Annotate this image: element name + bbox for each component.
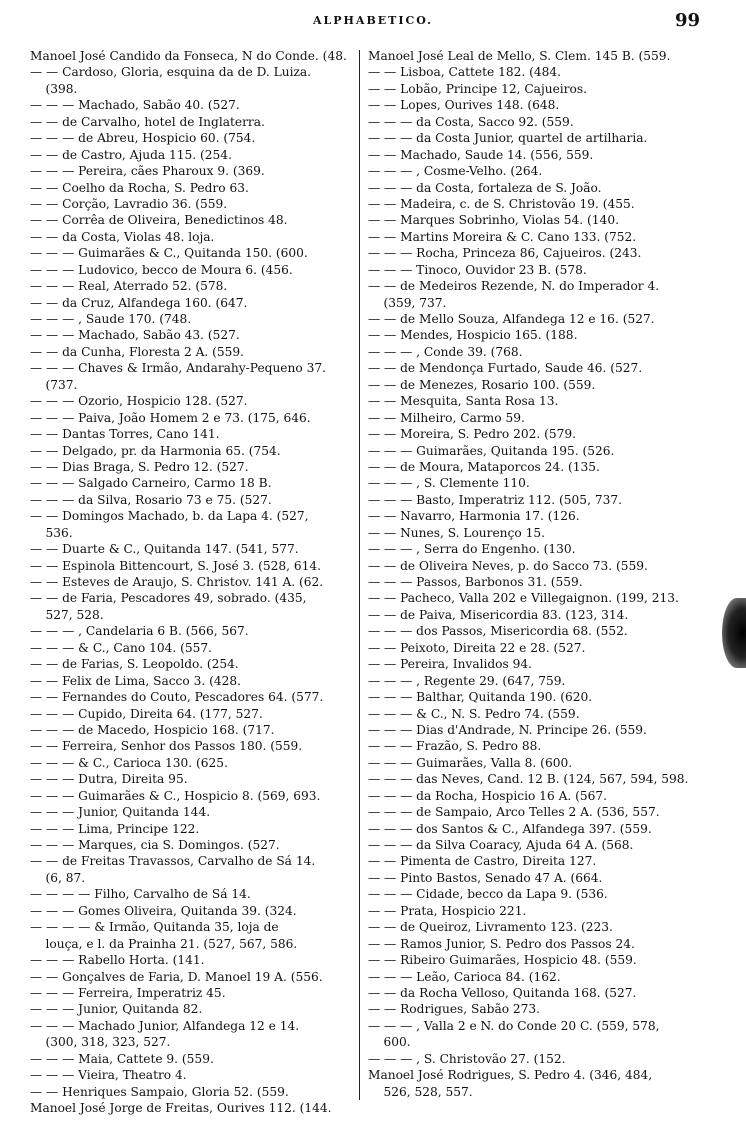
directory-entry-line: 526, 528, 557. bbox=[368, 1084, 473, 1099]
directory-entry-line: — — — Passos, Barbonos 31. (559. bbox=[368, 575, 583, 589]
directory-entry-line: — — da Cruz, Alfandega 160. (647. bbox=[30, 295, 248, 310]
directory-entry-line: — — Pereira, Invalidos 94. bbox=[368, 657, 533, 672]
directory-entry-line: — — Nunes, S. Lourenço 15. bbox=[368, 525, 545, 540]
directory-entry-line: — — Milheiro, Carmo 59. bbox=[368, 410, 525, 425]
directory-entry-line: — — — da Costa, Sacco 92. (559. bbox=[368, 114, 574, 129]
directory-entry-line: 527, 528. bbox=[30, 607, 104, 622]
directory-entry-line: — — — Guimarães & C., Quitanda 150. (600. bbox=[30, 246, 308, 261]
directory-entry-line: Manoel José Leal de Mello, S. Clem. 145 B. (559. bbox=[368, 49, 671, 63]
directory-entry-line: — — — Leão, Carioca 84. (162. bbox=[368, 969, 561, 984]
directory-entry-line: — — — de Sampaio, Arco Telles 2 A. (536, 557. bbox=[368, 805, 660, 820]
directory-entry-line: — — — Pereira, cães Pharoux 9. (369. bbox=[30, 164, 265, 179]
directory-entry-line: (359, 737. bbox=[368, 295, 447, 310]
page-header bbox=[0, 10, 746, 38]
directory-entry-line: — — Espinola Bittencourt, S. José 3. (528, 614. bbox=[30, 558, 322, 573]
directory-entry-line: — — Pacheco, Valla 202 e Villegaignon. (199, 213. bbox=[368, 591, 679, 606]
directory-entry-line: — — — , S. Clemente 110. bbox=[368, 476, 530, 491]
directory-entry-line: — — — Frazão, S. Pedro 88. bbox=[368, 739, 542, 754]
directory-entry-line: — — Fernandes do Couto, Pescadores 64. (577. bbox=[30, 690, 324, 705]
directory-entry-line: — — — Machado, Sabão 40. (527. bbox=[30, 98, 240, 113]
page-number: 99 bbox=[674, 10, 700, 31]
directory-entry-line: — — — , Serra do Engenho. (130. bbox=[368, 542, 576, 557]
ink-blot bbox=[722, 598, 746, 668]
directory-entry-line: — — — da Costa, fortaleza de S. João. bbox=[368, 180, 602, 195]
directory-entry-line: — — — Gomes Oliveira, Quitanda 39. (324. bbox=[30, 903, 297, 918]
directory-entry-line: Manoel José Rodrigues, S. Pedro 4. (346, 484, bbox=[368, 1068, 653, 1083]
directory-entry-line: — — — Ferreira, Imperatriz 45. bbox=[30, 985, 226, 1000]
directory-entry-line: — — Navarro, Harmonia 17. (126. bbox=[368, 509, 580, 524]
directory-entry-line: — — Lobão, Principe 12, Cajueiros. bbox=[368, 81, 587, 96]
directory-entry-line: 536. bbox=[30, 525, 73, 540]
directory-entry-line: — — Mesquita, Santa Rosa 13. bbox=[368, 394, 559, 409]
directory-entry-line: — — de Oliveira Neves, p. do Sacco 73. (559. bbox=[368, 558, 648, 573]
directory-entry-line: — — Rodrigues, Sabão 273. bbox=[368, 1002, 541, 1017]
directory-entry-line: — — de Mendonça Furtado, Saude 46. (527. bbox=[368, 361, 643, 376]
directory-entry-line: — — — , Regente 29. (647, 759. bbox=[368, 673, 566, 688]
directory-entry-line: — — Esteves de Araujo, S. Christov. 141 A. (62. bbox=[30, 575, 324, 589]
directory-entry-line: — — Gonçalves de Faria, D. Manoel 19 A. (556. bbox=[30, 969, 323, 984]
directory-entry-line: louça, e l. da Prainha 21. (527, 567, 586. bbox=[30, 936, 298, 951]
directory-entry-line: — — — Dias d'Andrade, N. Principe 26. (559. bbox=[368, 722, 647, 737]
directory-entry-line: — — — Guimarães & C., Hospicio 8. (569, 693. bbox=[30, 788, 321, 803]
directory-entry-line: — — Peixoto, Direita 22 e 28. (527. bbox=[368, 640, 586, 655]
directory-entry-line: — — — Lima, Principe 122. bbox=[30, 821, 200, 836]
directory-entry-line: — — Coelho da Rocha, S. Pedro 63. bbox=[30, 180, 249, 195]
directory-entry-line: — — — Balthar, Quitanda 190. (620. bbox=[368, 690, 593, 705]
directory-entry-line: — — — Cidade, becco da Lapa 9. (536. bbox=[368, 887, 608, 902]
directory-entry-line: — — Delgado, pr. da Harmonia 65. (754. bbox=[30, 443, 281, 458]
directory-entry-line: — — — , Candelaria 6 B. (566, 567. bbox=[30, 624, 249, 639]
directory-entry-line: — — — Vieira, Theatro 4. bbox=[30, 1068, 187, 1083]
directory-entry-line: — — de Paiva, Misericordia 83. (123, 314. bbox=[368, 607, 629, 622]
directory-entry-line: — — Prata, Hospicio 221. bbox=[368, 903, 527, 918]
directory-entry-line: — — de Freitas Travassos, Carvalho de Sá 14. bbox=[30, 854, 316, 869]
directory-entry-line: — — — Maia, Cattete 9. (559. bbox=[30, 1051, 214, 1066]
column-divider bbox=[359, 50, 360, 1100]
directory-entry-line: — — — da Rocha, Hospicio 16 A. (567. bbox=[368, 788, 608, 803]
directory-entry-line: — — Corrêa de Oliveira, Benedictinos 48. bbox=[30, 213, 288, 228]
directory-entry-line: — — Dantas Torres, Cano 141. bbox=[30, 427, 220, 442]
directory-entry-line: (398. bbox=[30, 81, 78, 96]
directory-entry-line: — — — Chaves & Irmão, Andarahy-Pequeno 37. bbox=[30, 361, 326, 376]
directory-entry-line: — — — Real, Aterrado 52. (578. bbox=[30, 279, 228, 294]
directory-entry-line: — — — dos Passos, Misericordia 68. (552. bbox=[368, 624, 628, 639]
directory-entry-line: — — de Menezes, Rosario 100. (559. bbox=[368, 377, 596, 392]
directory-entry-line: Manoel José Jorge de Freitas, Ourives 112. (144. bbox=[30, 1101, 332, 1115]
directory-entry-line: — — Madeira, c. de S. Christovão 19. (455. bbox=[368, 196, 635, 211]
directory-entry-line: — — — dos Santos & C., Alfandega 397. (559. bbox=[368, 821, 652, 836]
directory-entry-line: — — Pimenta de Castro, Direita 127. bbox=[368, 854, 597, 869]
directory-entry-line: — — Lisboa, Cattete 182. (484. bbox=[368, 65, 562, 80]
directory-entry-line: — — — Guimarães, Quitanda 195. (526. bbox=[368, 443, 615, 458]
directory-entry-line: — — Lopes, Ourives 148. (648. bbox=[368, 98, 560, 113]
directory-entry-line: — — — & C., N. S. Pedro 74. (559. bbox=[368, 706, 580, 721]
directory-entry-line: — — Felix de Lima, Sacco 3. (428. bbox=[30, 673, 241, 688]
directory-entry-line: — — — das Neves, Cand. 12 B. (124, 567, 594, 598. bbox=[368, 772, 689, 787]
directory-entry-line: — — Marques Sobrinho, Violas 54. (140. bbox=[368, 213, 619, 228]
directory-entry-line: — — Duarte & C., Quitanda 147. (541, 577. bbox=[30, 542, 299, 557]
directory-entry-line: — — — Rocha, Princeza 86, Cajueiros. (243. bbox=[368, 246, 642, 261]
directory-entry-line: — — — , Saude 170. (748. bbox=[30, 312, 192, 326]
directory-entry-line: — — — Tinoco, Ouvidor 23 B. (578. bbox=[368, 262, 587, 277]
directory-entry-line: — — — — & Irmão, Quitanda 35, loja de bbox=[30, 920, 279, 935]
right-column bbox=[368, 48, 714, 1100]
directory-entry-line: — — da Costa, Violas 48. loja. bbox=[30, 229, 215, 244]
directory-entry-line: — — Henriques Sampaio, Gloria 52. (559. bbox=[30, 1084, 289, 1099]
directory-entry-line: — — de Castro, Ajuda 115. (254. bbox=[30, 147, 232, 162]
directory-entry-line: — — — Guimarães, Valla 8. (600. bbox=[368, 755, 573, 770]
directory-entry-line: — — de Medeiros Rezende, N. do Imperador 4. bbox=[368, 279, 660, 294]
directory-entry-line: — — — — Filho, Carvalho de Sá 14. bbox=[30, 887, 251, 902]
directory-entry-line: — — — Machado Junior, Alfandega 12 e 14. bbox=[30, 1018, 300, 1033]
directory-entry-line: — — — Junior, Quitanda 82. bbox=[30, 1002, 203, 1017]
directory-entry-line: — — — de Abreu, Hospicio 60. (754. bbox=[30, 131, 256, 146]
running-head: ALPHABETICO. bbox=[312, 14, 433, 27]
directory-entry-line: — — Pinto Bastos, Senado 47 A. (664. bbox=[368, 870, 603, 885]
directory-entry-line: — — Domingos Machado, b. da Lapa 4. (527, bbox=[30, 509, 309, 524]
directory-entry-line: — — Corção, Lavradio 36. (559. bbox=[30, 196, 228, 211]
directory-entry-line: Manoel José Candido da Fonseca, N do Conde. (48. bbox=[30, 49, 347, 63]
directory-entry-line: — — Ribeiro Guimarães, Hospicio 48. (559. bbox=[368, 953, 637, 968]
directory-entry-line: — — — Basto, Imperatriz 112. (505, 737. bbox=[368, 492, 622, 507]
directory-entry-line: — — — de Macedo, Hospicio 168. (717. bbox=[30, 722, 275, 737]
directory-entry-line: — — — Marques, cia S. Domingos. (527. bbox=[30, 838, 280, 852]
directory-entry-line: — — de Farias, S. Leopoldo. (254. bbox=[30, 657, 239, 672]
directory-entry-line: — — — da Silva Coaracy, Ajuda 64 A. (568. bbox=[368, 838, 634, 852]
directory-entry-line: — — Moreira, S. Pedro 202. (579. bbox=[368, 427, 576, 442]
directory-entry-line: — — de Mello Souza, Alfandega 12 e 16. (527. bbox=[368, 312, 655, 326]
directory-entry-line: — — de Carvalho, hotel de Inglaterra. bbox=[30, 114, 265, 129]
directory-entry-line: — — Ramos Junior, S. Pedro dos Passos 24. bbox=[368, 936, 635, 951]
directory-entry-line: — — — da Costa Junior, quartel de artilharia. bbox=[368, 131, 648, 146]
directory-entry-line: — — — , Conde 39. (768. bbox=[368, 344, 523, 359]
directory-entry-line: — — — Salgado Carneiro, Carmo 18 B. bbox=[30, 476, 272, 491]
directory-entry-line: — — de Moura, Mataporcos 24. (135. bbox=[368, 459, 600, 474]
directory-entry-line: — — — Rabello Horta. (141. bbox=[30, 953, 205, 968]
directory-entry-line: — — — Machado, Sabão 43. (527. bbox=[30, 328, 240, 343]
directory-entry-line: — — da Cunha, Floresta 2 A. (559. bbox=[30, 344, 245, 359]
directory-entry-line: — — — Dutra, Direita 95. bbox=[30, 772, 188, 787]
directory-entry-line: — — Ferreira, Senhor dos Passos 180. (559. bbox=[30, 739, 303, 754]
directory-entry-line: (737. bbox=[30, 377, 78, 392]
directory-entry-line: (6, 87. bbox=[30, 870, 86, 885]
directory-entry-line: — — — Ozorio, Hospicio 128. (527. bbox=[30, 394, 248, 409]
directory-entry-line: 600. bbox=[368, 1035, 411, 1050]
directory-entry-line: — — Mendes, Hospicio 165. (188. bbox=[368, 328, 578, 343]
directory-entry-line: — — — Cupido, Direita 64. (177, 527. bbox=[30, 706, 263, 721]
left-column bbox=[30, 48, 358, 1116]
directory-entry-line: — — de Faria, Pescadores 49, sobrado. (435, bbox=[30, 591, 307, 606]
directory-entry-line: — — — da Silva, Rosario 73 e 75. (527. bbox=[30, 492, 272, 507]
directory-entry-line: — — da Rocha Velloso, Quitanda 168. (527. bbox=[368, 985, 637, 1000]
directory-entry-line: — — de Queiroz, Livramento 123. (223. bbox=[368, 920, 613, 935]
directory-entry-line: — — — Ludovico, becco de Moura 6. (456. bbox=[30, 262, 293, 277]
directory-entry-line: — — — Paiva, João Homem 2 e 73. (175, 646. bbox=[30, 410, 311, 425]
directory-entry-line: — — Cardoso, Gloria, esquina da de D. Luiza. bbox=[30, 65, 312, 80]
directory-entry-line: — — Machado, Saude 14. (556, 559. bbox=[368, 147, 594, 162]
directory-entry-line: — — — Junior, Quitanda 144. bbox=[30, 805, 211, 820]
directory-entry-line: — — — , Cosme-Velho. (264. bbox=[368, 164, 543, 179]
directory-entry-line: — — — & C., Carioca 130. (625. bbox=[30, 755, 228, 770]
directory-entry-line: — — — , Valla 2 e N. do Conde 20 C. (559, 578, bbox=[368, 1018, 660, 1033]
directory-entry-line: (300, 318, 323, 527. bbox=[30, 1035, 171, 1050]
directory-entry-line: — — — , S. Christovão 27. (152. bbox=[368, 1051, 566, 1066]
directory-entry-line: — — Martins Moreira & C. Cano 133. (752. bbox=[368, 229, 637, 244]
directory-entry-line: — — — & C., Cano 104. (557. bbox=[30, 640, 212, 655]
directory-entry-line: — — Dias Braga, S. Pedro 12. (527. bbox=[30, 459, 249, 474]
